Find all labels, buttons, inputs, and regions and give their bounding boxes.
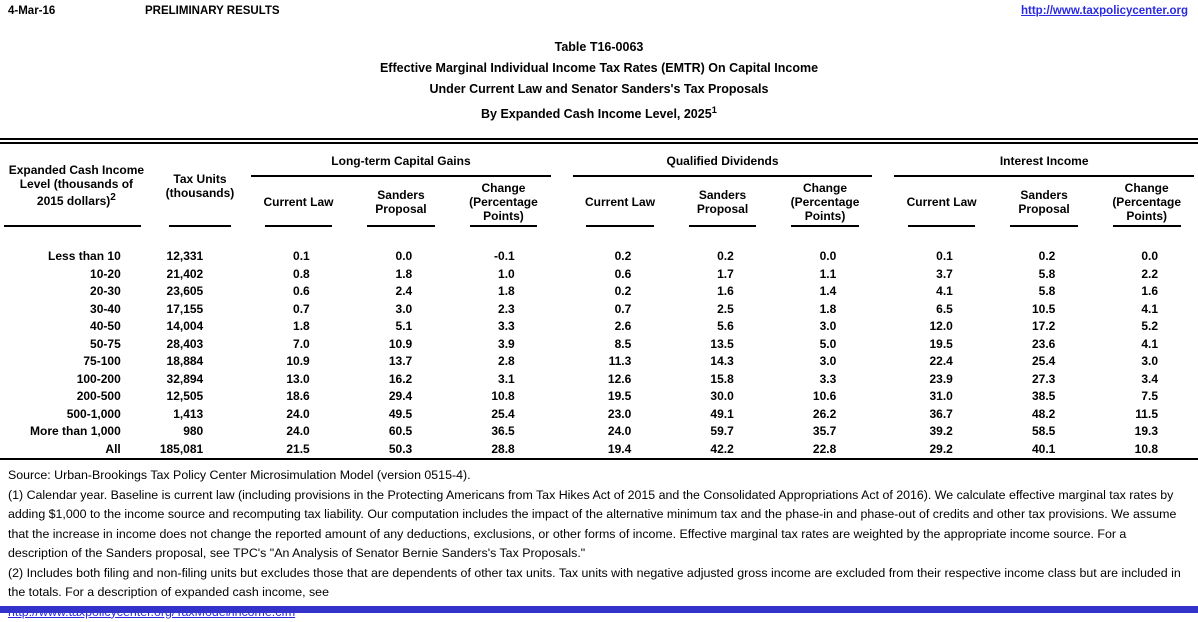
rate-value: 0.7: [293, 301, 310, 316]
rate-value: 3.0: [819, 354, 837, 369]
rate-value: 7.0: [293, 336, 310, 351]
row-label: 200-500: [76, 389, 121, 404]
subheader-ltcg-sanders-proposal: Sanders Proposal: [350, 177, 453, 227]
preliminary-results-label: PRELIMINARY RESULTS: [145, 5, 280, 17]
rate-value: 5.0: [819, 336, 837, 351]
rate-value: 0.2: [717, 249, 734, 264]
rate-value: 36.5: [491, 424, 515, 439]
column-spacer: [876, 388, 890, 406]
rate-value: 5.8: [1038, 266, 1056, 281]
column-spacer: [876, 336, 890, 354]
rate-value: 3.4: [1141, 371, 1158, 386]
rate-value: 29.2: [929, 441, 953, 456]
rate-value: 19.4: [607, 441, 632, 456]
column-spacer: [555, 266, 569, 284]
emtr-table: [0, 138, 1198, 460]
row-label: 100-200: [76, 371, 121, 386]
table-row: [0, 353, 1198, 371]
rate-value: 58.5: [1031, 424, 1056, 439]
header-underline: [586, 225, 654, 227]
rate-value: 59.7: [710, 424, 734, 439]
header-underline: [791, 225, 859, 227]
rate-value: 22.4: [929, 354, 953, 369]
column-spacer: [555, 406, 569, 424]
column-spacer: [555, 371, 569, 389]
group-label: Interest Income: [999, 153, 1089, 168]
subheader-qd-current-law: Current Law: [569, 177, 672, 227]
rate-value: 3.0: [1141, 354, 1158, 369]
rate-value: 1.6: [1141, 284, 1158, 299]
column-spacer: [876, 177, 890, 227]
rate-value: 25.4: [491, 406, 515, 421]
rate-value: 0.2: [1038, 249, 1056, 264]
column-spacer: [876, 283, 890, 301]
rate-value: 38.5: [1031, 389, 1056, 404]
row-label: 50-75: [90, 336, 121, 351]
top-bar: [0, 0, 1198, 17]
rate-value: 4.1: [936, 284, 953, 299]
group-header-row: [0, 141, 1198, 177]
column-spacer: [876, 248, 890, 266]
rate-value: 39.2: [929, 424, 953, 439]
column-spacer: [555, 177, 569, 227]
source-note: Source: Urban-Brookings Tax Policy Center Microsimulation Model (version 0515-4).: [8, 468, 471, 483]
column-spacer: [555, 248, 569, 266]
column-spacer: [555, 353, 569, 371]
rate-value: 11.5: [1135, 406, 1158, 421]
table-row: [0, 336, 1198, 354]
column-spacer: [555, 441, 569, 460]
column-spacer: [555, 336, 569, 354]
site-link[interactable]: http://www.taxpolicycenter.org: [1021, 5, 1188, 17]
header-underline: [367, 225, 435, 227]
rate-value: 0.2: [614, 249, 632, 264]
rate-value: 18.6: [286, 389, 310, 404]
rate-value: 10.9: [388, 336, 413, 351]
rate-value: 4.1: [1141, 336, 1158, 351]
rate-value: 0.7: [614, 301, 632, 316]
rate-value: 2.2: [1141, 266, 1158, 281]
table-row-total: [0, 441, 1198, 460]
rate-value: 1.6: [717, 284, 734, 299]
rate-value: 1.1: [819, 266, 837, 281]
tax-units-header-text: Tax Units (thousands): [165, 171, 235, 200]
rate-value: 1.0: [498, 266, 515, 281]
bottom-edge-bar: [0, 606, 1198, 613]
date-label: 4-Mar-16: [8, 5, 56, 17]
column-spacer: [876, 441, 890, 460]
column-spacer: [555, 423, 569, 441]
row-label: More than 1,000: [30, 424, 121, 439]
tax-units-value: 12,331: [166, 249, 204, 264]
tax-units-value: 14,004: [166, 319, 204, 334]
table-subtitle: Under Current Law and Senator Sanders's Tax Proposals: [429, 82, 769, 96]
tax-units-value: 21,402: [166, 266, 204, 281]
rate-value: 7.5: [1141, 389, 1158, 404]
column-spacer: [555, 283, 569, 301]
rate-value: 10.8: [491, 389, 515, 404]
column-spacer: [876, 423, 890, 441]
rate-value: 26.2: [812, 406, 837, 421]
header-underline: [470, 225, 538, 227]
rate-value: 0.1: [936, 249, 953, 264]
rate-value: 0.2: [614, 284, 632, 299]
tax-units-value: 28,403: [166, 336, 204, 351]
rate-value: 10.5: [1031, 301, 1056, 316]
income-level-header-text: Expanded Cash Income Level (thousands of 2015 dollars): [8, 163, 145, 209]
table-number: Table T16-0063: [554, 40, 644, 54]
rate-value: 2.4: [395, 284, 413, 299]
table-row: [0, 248, 1198, 266]
table-subtitle-2: [0, 100, 1198, 125]
title-block: [0, 37, 1198, 125]
rate-value: 3.1: [498, 371, 515, 386]
column-spacer: [555, 318, 569, 336]
rate-value: 3.3: [819, 371, 837, 386]
rate-value: 11.3: [608, 354, 632, 369]
column-spacer: [555, 388, 569, 406]
rate-value: 16.2: [388, 371, 413, 386]
rate-value: 2.5: [717, 301, 734, 316]
rate-value: 23.0: [607, 406, 632, 421]
rate-value: 0.0: [1141, 249, 1158, 264]
footnote-2-superscript: 2: [110, 192, 116, 204]
rate-value: 4.1: [1141, 301, 1158, 316]
rate-value: 2.8: [498, 354, 515, 369]
group-header-long-term-capital-gains: [247, 141, 555, 177]
rate-value: 29.4: [388, 389, 413, 404]
rate-value: 3.7: [936, 266, 953, 281]
rate-value: 24.0: [286, 406, 310, 421]
header-underline: [4, 225, 141, 227]
group-header-qualified-dividends: [569, 141, 877, 177]
rate-value: 13.0: [286, 371, 310, 386]
row-label: 30-40: [90, 301, 121, 316]
subheader-interest-current-law: Current Law: [890, 177, 993, 227]
rate-value: 10.6: [812, 389, 837, 404]
tax-units-value: 1,413: [173, 406, 204, 421]
header-underline: [169, 225, 231, 227]
rate-value: 22.8: [812, 441, 837, 456]
column-spacer: [876, 371, 890, 389]
rate-value: 14.3: [710, 354, 734, 369]
column-spacer: [876, 266, 890, 284]
row-label: 500-1,000: [66, 406, 121, 421]
tax-units-value: 980: [183, 424, 204, 439]
rate-value: 5.6: [717, 319, 734, 334]
rate-value: 50.3: [388, 441, 413, 456]
header-underline: [1010, 225, 1078, 227]
rate-value: 36.7: [929, 406, 953, 421]
rate-value: 1.8: [819, 301, 837, 316]
rate-value: 17.2: [1031, 319, 1056, 334]
row-label: 10-20: [90, 266, 121, 281]
rate-value: 0.6: [293, 284, 310, 299]
subheader-interest-sanders-proposal: Sanders Proposal: [993, 177, 1096, 227]
tax-units-value: 17,155: [166, 301, 204, 316]
rate-value: 10.8: [1134, 441, 1158, 456]
rate-value: 60.5: [388, 424, 413, 439]
table-title: Effective Marginal Individual Income Tax Rates (EMTR) On Capital Income: [379, 61, 819, 75]
rate-value: 2.3: [498, 301, 515, 316]
row-label: 75-100: [83, 354, 121, 369]
rate-value: 40.1: [1031, 441, 1056, 456]
footnotes: [0, 460, 1198, 622]
column-spacer: [555, 141, 569, 177]
tax-units-header: [153, 141, 247, 227]
rate-value: 3.9: [498, 336, 515, 351]
header-gap-row: [0, 227, 1198, 248]
table-row: [0, 283, 1198, 301]
group-label: Long-term Capital Gains: [331, 153, 471, 168]
tax-units-value: 23,605: [166, 284, 204, 299]
table-row: [0, 388, 1198, 406]
rate-value: 0.8: [293, 266, 310, 281]
rate-value: 19.5: [607, 389, 632, 404]
footnote-1-superscript: 1: [711, 105, 717, 116]
group-header-interest-income: [890, 141, 1198, 177]
rate-value: 6.5: [936, 301, 953, 316]
row-label: 40-50: [90, 319, 121, 334]
rate-value: 3.3: [498, 319, 515, 334]
rate-value: 12.6: [607, 371, 632, 386]
rate-value: 8.5: [614, 336, 632, 351]
table-row: [0, 406, 1198, 424]
rate-value: 49.5: [388, 406, 413, 421]
rate-value: 1.7: [717, 266, 734, 281]
rate-value: 3.0: [395, 301, 413, 316]
column-spacer: [876, 141, 890, 177]
rate-value: 15.8: [710, 371, 734, 386]
rate-value: 0.6: [614, 266, 632, 281]
subheader-qd-sanders-proposal: Sanders Proposal: [671, 177, 774, 227]
tax-units-value: 185,081: [159, 441, 204, 456]
rate-value: 13.7: [388, 354, 413, 369]
tax-units-value: 12,505: [166, 389, 204, 404]
rate-value: 1.8: [293, 319, 310, 334]
rate-value: 31.0: [929, 389, 953, 404]
column-spacer: [876, 301, 890, 319]
table-row: [0, 301, 1198, 319]
column-spacer: [876, 353, 890, 371]
rate-value: 30.0: [710, 389, 734, 404]
rate-value: 1.8: [498, 284, 515, 299]
subheader-interest-change: Change (Percentage Points): [1095, 177, 1198, 227]
table-row: [0, 266, 1198, 284]
rate-value: 0.0: [819, 249, 837, 264]
row-label: 20-30: [90, 284, 121, 299]
rate-value: 2.6: [614, 319, 632, 334]
table-row: [0, 423, 1198, 441]
column-spacer: [876, 406, 890, 424]
table-row: [0, 371, 1198, 389]
rate-value: 42.2: [710, 441, 734, 456]
rate-value: 48.2: [1031, 406, 1056, 421]
rate-value: 24.0: [286, 424, 310, 439]
rate-value: -0.1: [494, 249, 515, 264]
rate-value: 10.9: [286, 354, 310, 369]
column-spacer: [876, 318, 890, 336]
header-underline: [908, 225, 976, 227]
rate-value: 23.9: [929, 371, 953, 386]
rate-value: 27.3: [1031, 371, 1056, 386]
row-label: All: [105, 441, 121, 456]
table-subtitle-2-text: By Expanded Cash Income Level, 2025: [481, 107, 712, 122]
income-level-header: [0, 141, 153, 227]
rate-value: 5.2: [1141, 319, 1158, 334]
rate-value: 25.4: [1031, 354, 1056, 369]
rate-value: 0.0: [395, 249, 413, 264]
rate-value: 13.5: [710, 336, 734, 351]
column-spacer: [555, 301, 569, 319]
rate-value: 35.7: [812, 424, 837, 439]
rate-value: 5.8: [1038, 284, 1056, 299]
header-underline: [1113, 225, 1181, 227]
subheader-ltcg-current-law: Current Law: [247, 177, 350, 227]
tax-units-value: 32,894: [166, 371, 204, 386]
row-label: Less than 10: [48, 249, 121, 264]
group-label: Qualified Dividends: [666, 153, 779, 168]
rate-value: 1.4: [819, 284, 837, 299]
table-row: [0, 318, 1198, 336]
rate-value: 21.5: [286, 441, 310, 456]
rate-value: 5.1: [395, 319, 413, 334]
rate-value: 24.0: [607, 424, 632, 439]
footnote-2: (2) Includes both filing and non-filing units but excludes those that are dependents of other tax units. Tax units with negative adjusted gross income are excluded from their respective income class but are included in the totals. For a description of expanded cash income, see: [8, 565, 1181, 600]
footnote-1: (1) Calendar year. Baseline is current law (including provisions in the Protecting Americans from Tax Hikes Act of 2015 and the Consolidated Appropriations Act of 2016). We calculate effective marginal tax rates by adding $1,000 to the income source and recomputing tax liability. Our computation includes the impact of the alternative minimum tax and the phase-in and phase-out of credits and other tax provisions. We assume that the increase in income does not change the reported amount of any deductions, exclusions, or other forms of income. Effective marginal tax rates are weighted by the appropriate income source. For a description of the Sanders proposal, see TPC's "An Analysis of Senator Bernie Sanders's Tax Proposals.": [8, 487, 1177, 561]
rate-value: 19.5: [929, 336, 953, 351]
rate-value: 0.1: [293, 249, 310, 264]
rate-value: 23.6: [1031, 336, 1056, 351]
subheader-ltcg-change: Change (Percentage Points): [452, 177, 555, 227]
rate-value: 1.8: [395, 266, 413, 281]
rate-value: 19.3: [1134, 424, 1158, 439]
subheader-qd-change: Change (Percentage Points): [774, 177, 877, 227]
header-underline: [689, 225, 757, 227]
rate-value: 12.0: [929, 319, 953, 334]
tax-units-value: 18,884: [166, 354, 204, 369]
rate-value: 28.8: [491, 441, 515, 456]
rate-value: 3.0: [819, 319, 837, 334]
header-underline: [265, 225, 333, 227]
rate-value: 49.1: [710, 406, 734, 421]
